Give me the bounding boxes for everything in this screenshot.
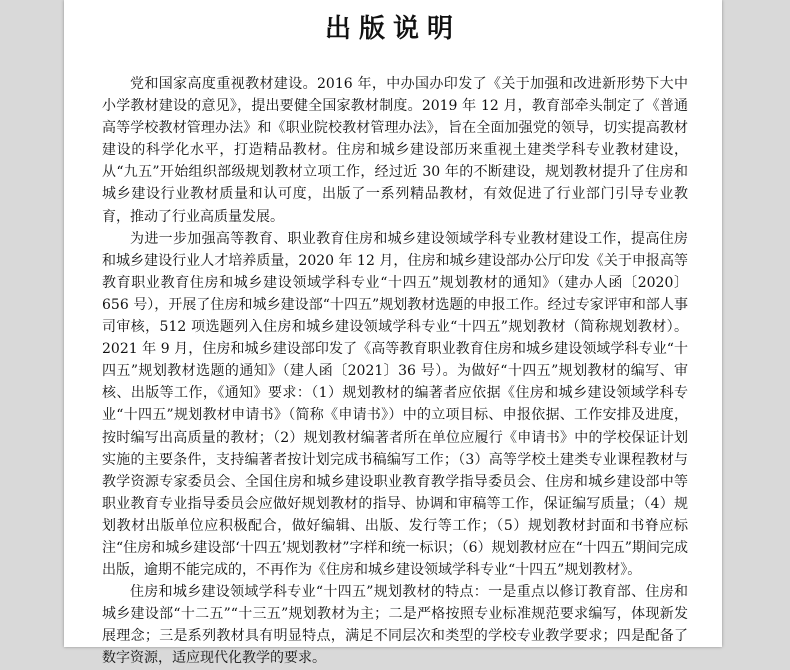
document-page: [64, 0, 722, 667]
paragraph: 住房和城乡建设领域学科专业“十四五”规划教材的特点：一是重点以修订教育部、住房和城乡建设部“十二五”“十三五”规划教材为主；二是严格按照专业标准规范要求编写，体现新发展理念；三是系列教材具有明显特点，满足不同层次和类型的学校专业教学要求；四是配备了数字资源，适应现代化教学的要求。: [102, 584, 688, 667]
document-body: [102, 73, 688, 670]
paragraph: 党和国家高度重视教材建设。2016 年，中办国办印发了《关于加强和改进新形势下大中小学教材建设的意见》，提出要健全国家教材制度。2019 年 12 月，教育部牵头制定了《普通高等学校教材管理办法》和《职业院校教材管理办法》，旨在全面加强党的领导，切实提高教材建设的科学化水平，打造精品教材。住房和城乡建设部历来重视土建类学科专业教材建设，从“九五”开始组织部级规划教材立项工作，经过近 30 年的不断建设，规划教材提升了住房和城乡建设行业教材质量和认可度，出版了一系列精品教材，有效促进了行业部门引导专业教育，推动了行业高质量发展。: [102, 76, 688, 225]
paragraph: 为进一步加强高等教育、职业教育住房和城乡建设领域学科专业教材建设工作，提高住房和城乡建设行业人才培养质量，2020 年 12 月，住房和城乡建设部办公厅印发《关于申报高等教育职业教育住房和城乡建设领域学科专业“十四五”规划教材的通知》（建办人函〔2020〕656 号），开展了住房和城乡建设部“十四五”规划教材选题的申报工作。经过专家评审和部人事司审核，512 项选题列入住房和城乡建设领域学科专业“十四五”规划教材（简称规划教材）。2021 年 9 月，住房和城乡建设部印发了《高等教育职业教育住房和城乡建设领域学科专业“十四五”规划教材选题的通知》（建人函〔2021〕36 号）。为做好“十四五”规划教材的编写、审核、出版等工作，《通知》要求：（1）规划教材的编著者应依据《住房和城乡建设领域学科专业“十四五”规划教材申请书》（简称《申请书》）中的立项目标、申报依据、工作安排及进度，按时编写出高质量的教材；（2）规划教材编著者所在单位应履行《申请书》中的学校保证计划实施的主要条件，支持编著者按计划完成书稿编写工作；（3）高等学校土建类专业课程教材与教学资源专家委员会、全国住房和城乡建设职业教育教学指导委员会、住房和城乡建设部中等职业教育专业指导委员会应做好规划教材的指导、协调和审稿等工作，保证编写质量；（4）规划教材出版单位应积极配合，做好编辑、出版、发行等工作；（5）规划教材封面和书脊应标注“住房和城乡建设部‘十四五’规划教材”字样和统一标识；（6）规划教材应在“十四五”期间完成出版，逾期不能完成的，不再作为《住房和城乡建设领域学科专业“十四五”规划教材》。: [102, 230, 688, 579]
page-title: 出版说明: [324, 14, 461, 44]
